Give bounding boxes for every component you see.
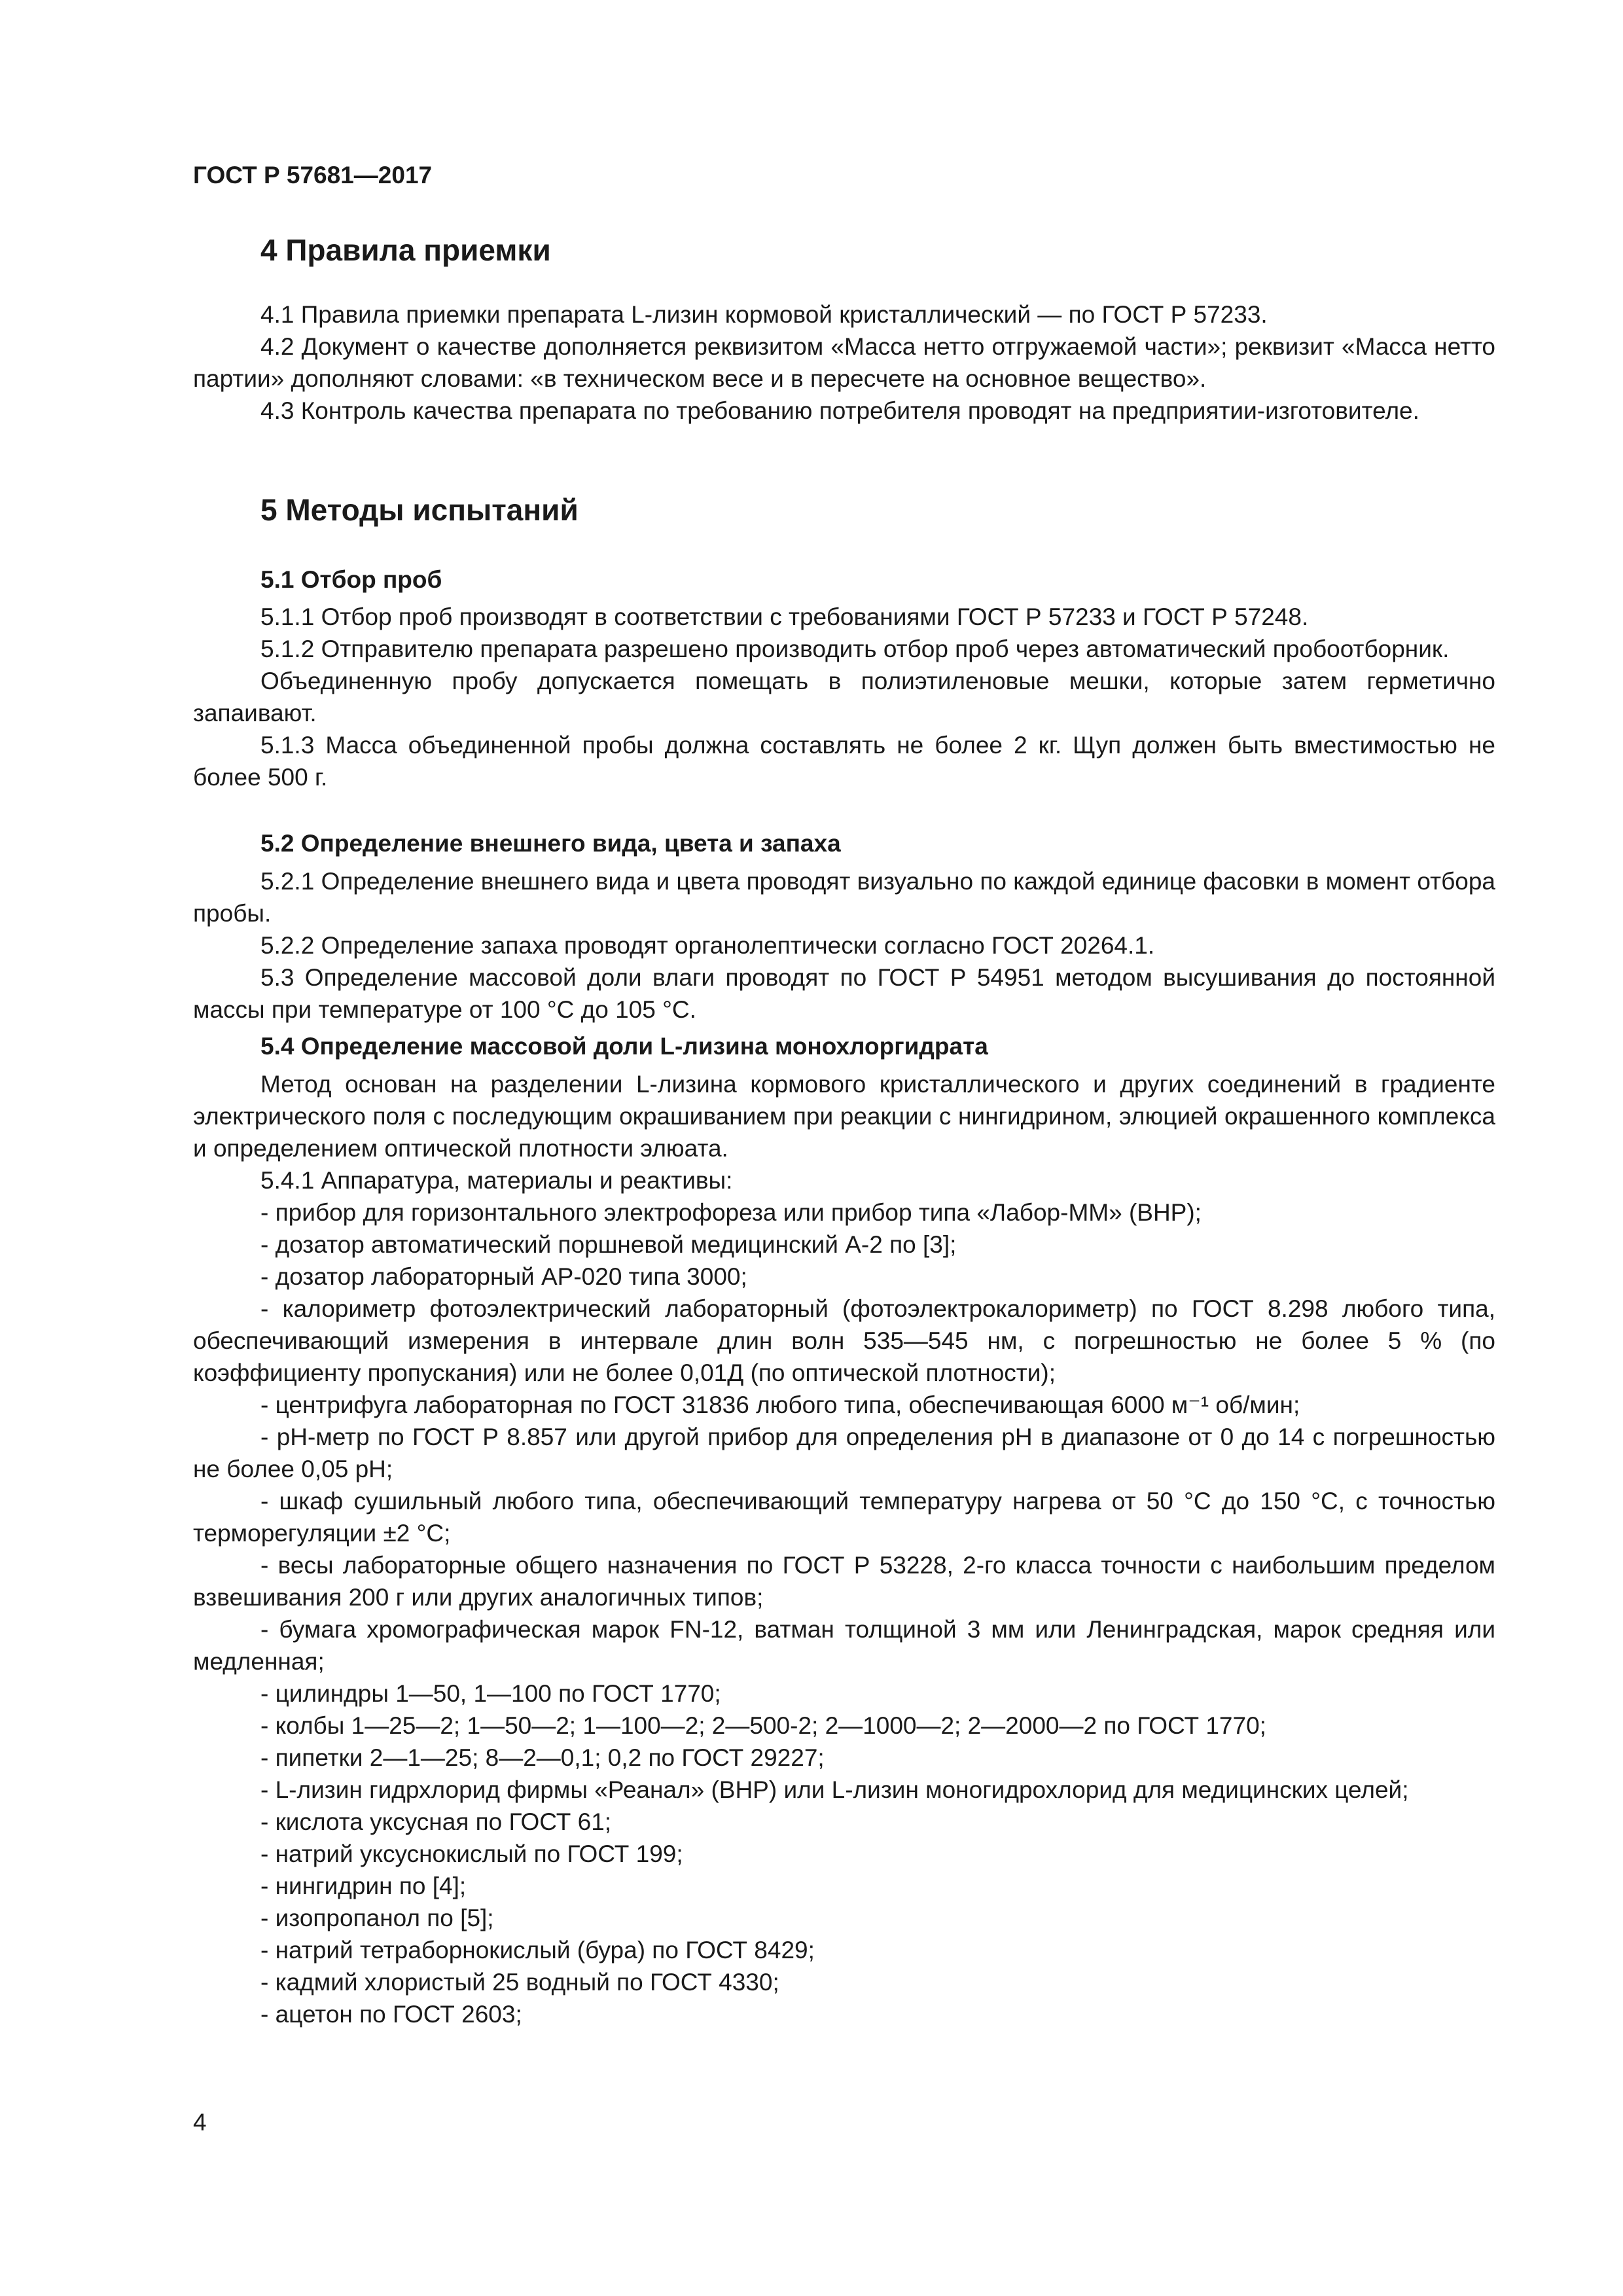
paragraph-5-3: 5.3 Определение массовой доли влаги проводят по ГОСТ Р 54951 методом высушивания до постоянной массы при температуре от 100 °С до 105 °С.: [193, 964, 1495, 1023]
paragraph-5-1-3: 5.1.3 Масса объединенной пробы должна составлять не более 2 кг. Щуп должен быть вместимостью не более 500 г.: [193, 732, 1495, 791]
subsection-5-2-body: [193, 865, 1495, 1026]
list-item: - колбы 1—25—2; 1—50—2; 1—100—2; 2—500-2; 2—1000—2; 2—2000—2 по ГОСТ 1770;: [260, 1712, 1266, 1739]
list-item: - центрифуга лабораторная по ГОСТ 31836 любого типа, обеспечивающая 6000 м⁻¹ об/мин;: [260, 1391, 1300, 1418]
paragraph-5-1-1: 5.1.1 Отбор проб производят в соответствии с требованиями ГОСТ Р 57233 и ГОСТ Р 57248.: [260, 603, 1309, 630]
list-item: - дозатор автоматический поршневой медицинский А-2 по [3];: [260, 1231, 957, 1258]
list-item: - кадмий хлористый 25 водный по ГОСТ 4330;: [260, 1969, 779, 1996]
paragraph-4-2: 4.2 Документ о качестве дополняется реквизитом «Масса нетто отгружаемой части»; реквизит «Масса нетто партии» дополняют словами: «в техническом весе и в пересчете на основное вещество».: [193, 333, 1495, 392]
list-item: - цилиндры 1—50, 1—100 по ГОСТ 1770;: [260, 1680, 721, 1707]
paragraph-5-4-1: 5.4.1 Аппаратура, материалы и реактивы:: [260, 1167, 733, 1194]
section-5-heading: 5 Методы испытаний: [260, 493, 579, 527]
paragraph-5-4-intro: Метод основан на разделении L-лизина кормового кристаллического и других соединений в градиенте электрического поля с последующим окрашиванием при реакции с нингидрином, элюцией окрашенного комплекса и определением оптической плотности элюата.: [193, 1071, 1495, 1162]
paragraph-5-1-2-cont: Объединенную пробу допускается помещать в полиэтиленовые мешки, которые затем герметично запаивают.: [193, 668, 1495, 726]
list-item: - ацетон по ГОСТ 2603;: [260, 2001, 522, 2028]
subsection-5-4-heading: 5.4 Определение массовой доли L-лизина монохлоргидрата: [260, 1033, 988, 1060]
list-item: - весы лабораторные общего назначения по ГОСТ Р 53228, 2-го класса точности с наибольшим пределом взвешивания 200 г или других аналогичных типов;: [193, 1552, 1495, 1611]
list-item: - пипетки 2—1—25; 8—2—0,1; 0,2 по ГОСТ 29227;: [260, 1744, 825, 1771]
paragraph-4-3: 4.3 Контроль качества препарата по требованию потребителя проводят на предприятии-изготовителе.: [260, 397, 1419, 424]
section-4-heading: 4 Правила приемки: [260, 233, 551, 267]
subsection-5-2-heading: 5.2 Определение внешнего вида, цвета и запаха: [260, 830, 841, 857]
list-item: - pH-метр по ГОСТ Р 8.857 или другой прибор для определения pH в диапазоне от 0 до 14 с погрешностью не более 0,05 pH;: [193, 1424, 1495, 1482]
paragraph-5-1-2: 5.1.2 Отправителю препарата разрешено производить отбор проб через автоматический пробоотборник.: [260, 636, 1450, 662]
list-item: - кислота уксусная по ГОСТ 61;: [260, 1808, 612, 1835]
list-item: - бумага хромографическая марок FN-12, ватман толщиной 3 мм или Ленинградская, марок средняя или медленная;: [193, 1616, 1495, 1675]
list-item: - калориметр фотоэлектрический лабораторный (фотоэлектрокалориметр) по ГОСТ 8.298 любого типа, обеспечивающий измерения в интервале длин волн 535—545 нм, с погрешностью не более 5 % (по коэффициенту пропускания) или не более 0,01Д (по оптической плотности);: [193, 1295, 1495, 1386]
document-header: ГОСТ Р 57681—2017: [193, 162, 433, 188]
list-item: - L-лизин гидрхлорид фирмы «Реанал» (ВНР) или L-лизин моногидрохлорид для медицинских целей;: [260, 1776, 1409, 1803]
list-item: - изопропанол по [5];: [260, 1905, 494, 1931]
paragraph-4-1: 4.1 Правила приемки препарата L-лизин кормовой кристаллический — по ГОСТ Р 57233.: [260, 301, 1268, 328]
list-item: - натрий уксуснокислый по ГОСТ 199;: [260, 1840, 683, 1867]
section-4-body: [193, 298, 1495, 427]
paragraph-5-2-2: 5.2.2 Определение запаха проводят органолептически согласно ГОСТ 20264.1.: [260, 932, 1155, 959]
list-item: - шкаф сушильный любого типа, обеспечивающий температуру нагрева от 50 °С до 150 °С, с точностью терморегуляции ±2 °С;: [193, 1488, 1495, 1547]
subsection-5-4-body: [193, 1068, 1495, 2030]
list-item: - нингидрин по [4];: [260, 1873, 467, 1899]
subsection-5-1-heading: 5.1 Отбор проб: [260, 566, 442, 593]
paragraph-5-2-1: 5.2.1 Определение внешнего вида и цвета проводят визуально по каждой единице фасовки в момент отбора пробы.: [193, 868, 1495, 927]
page-number: 4: [193, 2109, 207, 2136]
list-item: - дозатор лабораторный АР-020 типа 3000;: [260, 1263, 747, 1290]
subsection-5-1-body: [193, 601, 1495, 793]
list-item: - прибор для горизонтального электрофореза или прибор типа «Лабор-ММ» (ВНР);: [260, 1199, 1202, 1226]
list-item: - натрий тетраборнокислый (бура) по ГОСТ 8429;: [260, 1937, 815, 1964]
